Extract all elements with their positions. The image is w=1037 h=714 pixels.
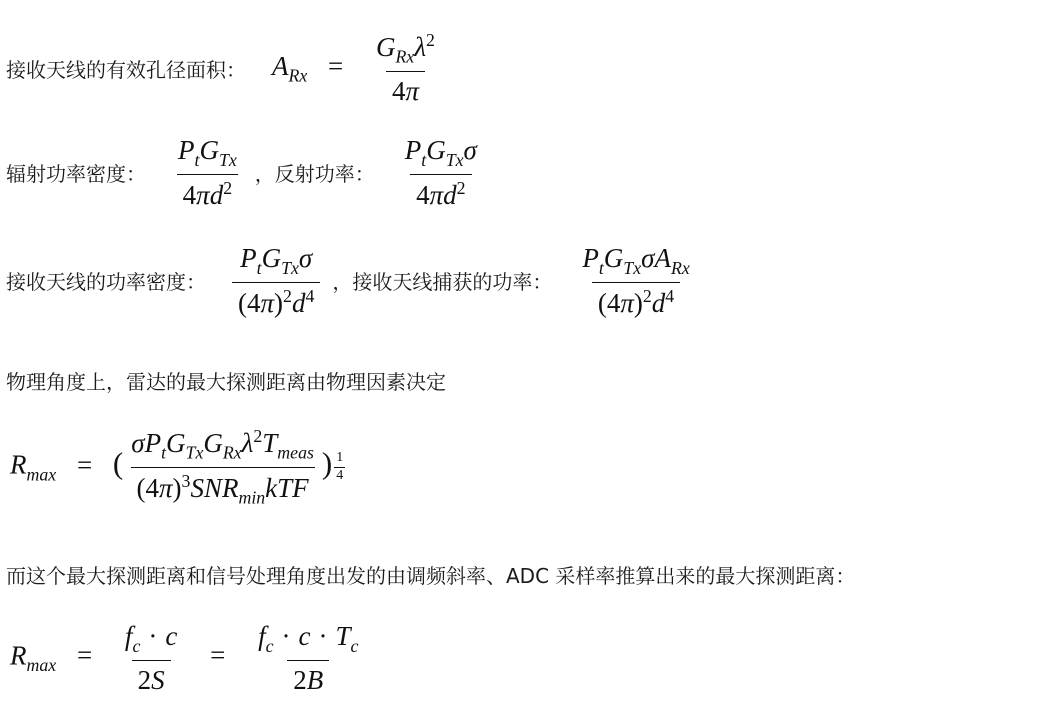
aperture-fraction: $\frac{G_{Rx}\lambda^2}{4\pi}$ [376,30,435,106]
physical-limit-text: 物理角度上，雷达的最大探测距离由物理因素决定 [6,370,446,394]
radar-range-equation: $R_{max}$ = ( $\frac{\sigma P_tG_{Tx}G_{Rx}\lambda^2T_{meas}}{(4\pi)^3SNR_{min}kTF}$ ) $\frac{1}{4}$ [10,426,344,508]
rx-captured-power-label: ，接收天线捕获的功率： [332,270,553,295]
rx-power-density-label: 接收天线的功率密度： [6,270,206,295]
line-radar-range-equation [6,426,345,509]
line-fmcw-range [6,620,370,697]
rx-captured-power-formula: $\frac{P_tG_{Tx}\sigma A_{Rx}}{(4\pi)^2d^4}$ [582,243,690,318]
radiated-power-density-formula: $\frac{P_tG_{Tx}}{4\pi d^2}$ [178,135,237,210]
radiated-power-density-label: 辐射功率密度： [6,162,146,187]
line-received-power [6,242,702,319]
line-physical-note [6,366,446,395]
fmcw-max-range-formula: $R_{max}$ = $\frac{f_c \cdot c}{2S}$ = $\frac{f_c \cdot c \cdot T_c}{2B}$ [10,621,359,696]
line-signal-note [6,560,855,589]
rx-power-density-formula: $\frac{P_tG_{Tx}\sigma}{(4\pi)^2d^4}$ [226,242,326,319]
reflected-power-label: ，反射功率： [254,162,375,187]
quarter-exponent: $\frac{1}{4}$ [336,450,344,483]
effective-aperture-label: 接收天线的有效孔径面积： [6,58,246,83]
signal-processing-text: 而这个最大探测距离和信号处理角度出发的由调频斜率、ADC 采样率推算出来的最大探测距离： [6,564,856,588]
line-radiated-power [6,134,489,211]
line-effective-aperture [6,30,447,107]
effective-aperture-formula: $A_{Rx}$ = $\frac{G_{Rx}\lambda^2}{4\pi}$ [272,30,447,107]
reflected-power-formula: $\frac{P_tG_{Tx}\sigma}{4\pi d^2}$ [404,135,477,210]
